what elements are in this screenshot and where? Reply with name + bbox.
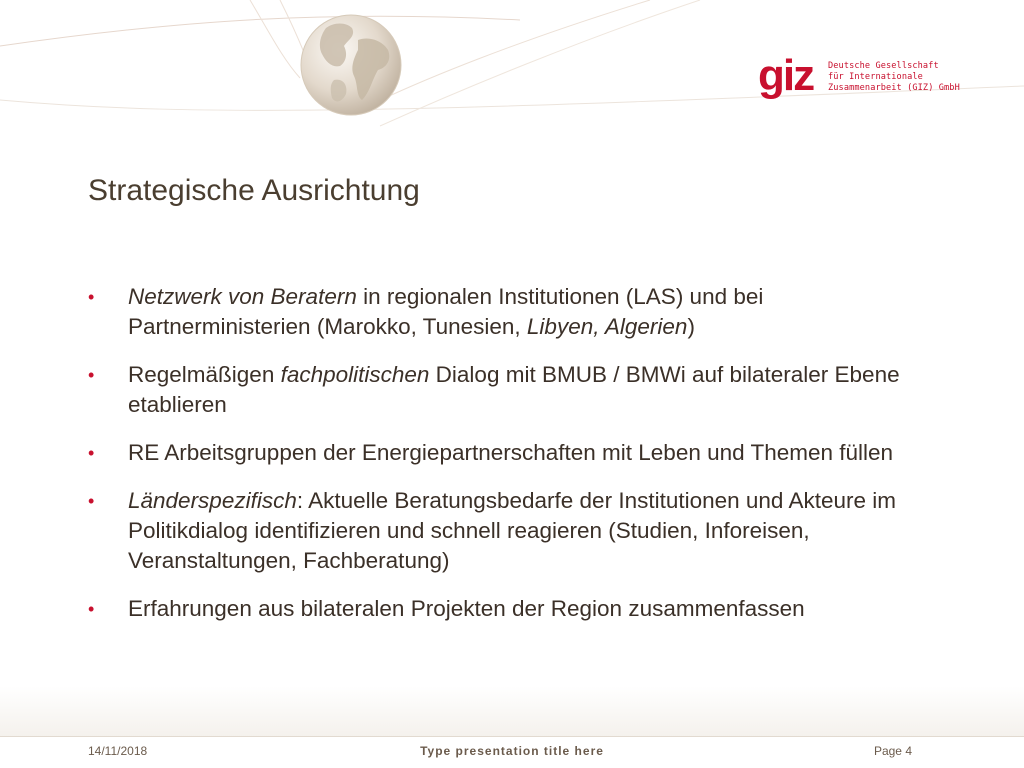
logo-line-3: Zusammenarbeit (GIZ) GmbH [828, 83, 960, 93]
giz-logo-text [828, 61, 960, 94]
bullet-text-run: Dialog mit BMUB / BMWi auf bilateraler Ebene etablieren [128, 362, 900, 417]
bullet-text [128, 596, 805, 621]
bullet-text-run: RE Arbeitsgruppen der Energiepartnerschaften mit Leben und Themen füllen [128, 440, 894, 465]
giz-logo-mark [758, 52, 824, 108]
bullet-text-italic: Libyen, Algerien [526, 314, 688, 339]
footer-band [0, 686, 1024, 736]
bullet-item [88, 486, 948, 576]
bullet-text [128, 440, 893, 465]
bullet-list [88, 282, 948, 642]
bullet-marker: • [88, 287, 95, 307]
bullet-text [128, 488, 896, 573]
bullet-text-run: : Aktuelle Beratungsbedarfe der Institutionen und Akteure im Politikdialog identifizieren und schnell reagieren (Studien, Inforeisen, Veranstaltungen, Fachberatung) [128, 488, 896, 573]
bullet-item [88, 360, 948, 420]
bullet-text [128, 284, 763, 339]
bullet-text [128, 362, 900, 417]
bullet-item [88, 438, 948, 468]
bullet-marker: • [88, 491, 95, 511]
svg-text:giz: giz [758, 52, 814, 100]
bullet-text-italic: Netzwerk von Beratern [128, 284, 357, 309]
slide-title: Strategische Ausrichtung [88, 174, 420, 207]
bullet-item [88, 594, 948, 624]
globe-icon [296, 10, 406, 120]
bullet-marker: • [88, 599, 95, 619]
bullet-text-run: Erfahrungen aus bilateralen Projekten der Region zusammenfassen [128, 596, 805, 621]
bullet-text-italic: fachpolitischen [280, 362, 430, 387]
bullet-item [88, 282, 948, 342]
bullet-text-run: ) [687, 314, 695, 339]
giz-logo [758, 52, 960, 108]
bullet-marker: • [88, 443, 95, 463]
bullet-text-italic: Länderspezifisch [128, 488, 297, 513]
logo-line-2: für Internationale [828, 72, 923, 82]
bullet-text-run: in regionalen Institutionen (LAS) und bei Partnerministerien (Marokko, Tunesien, [128, 284, 764, 339]
logo-line-1: Deutsche Gesellschaft [828, 61, 939, 71]
bullet-marker: • [88, 365, 95, 385]
footer-page-number: Page 4 [873, 744, 912, 758]
footer-divider [0, 736, 1024, 737]
footer-date: 14/11/2018 [88, 744, 148, 758]
footer-presentation-title: Type presentation title here [420, 744, 604, 758]
bullet-text-run: Regelmäßigen [128, 362, 281, 387]
